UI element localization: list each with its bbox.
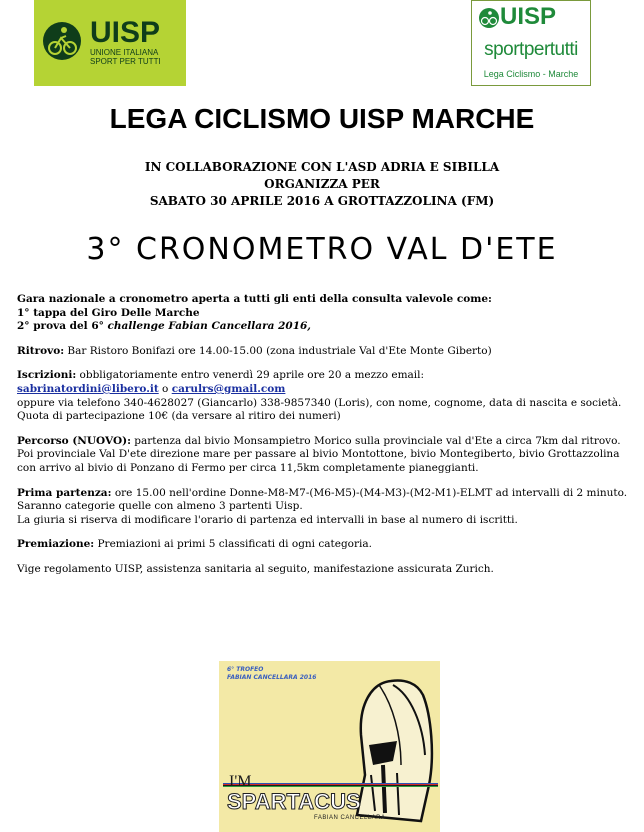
percorso-label: Percorso (NUOVO): [17, 434, 131, 447]
percorso-paragraph [17, 435, 637, 476]
premiazione-paragraph [17, 538, 637, 552]
iscrizioni-text: obbligatoriamente entro venerdì 29 aprile ore 20 a mezzo email: [76, 369, 425, 382]
partenza-paragraph [17, 487, 637, 528]
intro-line-3-prefix: 2° prova del 6° [17, 320, 108, 333]
partenza-line-2: Saranno categorie quelle con almeno 3 partenti Uisp. [17, 500, 303, 513]
collaboration-block [0, 159, 644, 210]
rainbow-stripes [223, 783, 438, 787]
logo-right-lega: Lega Ciclismo - Marche [483, 69, 579, 79]
collab-line-3: SABATO 30 APRILE 2016 A GROTTAZZOLINA (FM) [149, 194, 495, 208]
email-separator: o [158, 382, 172, 395]
event-details [17, 293, 637, 588]
logo-left-line1: UNIONE ITALIANA [90, 48, 159, 57]
cyclist-icon [42, 20, 82, 62]
iscrizioni-quota: Quota di partecipazione 10€ (da versare al ritiro dei numeri) [17, 410, 341, 423]
logo-right-brand: UISP [500, 3, 557, 30]
intro-line-2: 1° tappa del Giro Delle Marche [17, 306, 200, 319]
collab-line-1: IN COLLABORAZIONE CON L'ASD ADRIA E SIBILLA [144, 160, 500, 174]
partenza-text: ore 15.00 nell'ordine Donne-M8-M7-(M6-M5)-(M4-M3)-(M2-M1)-ELMT ad intervalli di 2 minuto. [111, 486, 628, 499]
logo-left-brand: UISP [90, 16, 161, 49]
intro-paragraph [17, 293, 637, 334]
spartacus-poster [219, 661, 440, 832]
premiazione-text: Premiazioni ai primi 5 classificati di ogni categoria. [94, 538, 372, 551]
poster-line-1: 6° TROFEO [227, 666, 264, 673]
page-title: LEGA CICLISMO UISP MARCHE [109, 103, 535, 134]
percorso-text: partenza dal bivio Monsampietro Morico sulla provinciale val d'Ete a circa 7km dal ritrovo. Poi provinciale Val D'ete direzione mare per passare al bivio Montottone, bivio Montegiberto, bivio Grottazzolina con arrivo al bivio di Ponzano di Fermo per circa 11,5km completamente pianeggianti. [17, 434, 621, 474]
ritrovo-label: Ritrovo: [17, 344, 65, 357]
partenza-line-3: La giuria si riserva di modificare l'orario di partenza ed intervalli in base al numero di iscritti. [17, 513, 518, 526]
partenza-label: Prima partenza: [17, 486, 112, 499]
logo-right-slogan: sportpertutti [484, 39, 578, 60]
iscrizioni-paragraph [17, 369, 637, 423]
uisp-logo-right [471, 0, 591, 86]
intro-line-3-italic: challenge Fabian Cancellara 2016, [107, 320, 311, 333]
poster-sub: FABIAN CANCELLARA [314, 815, 386, 821]
logo-left-line2: SPORT PER TUTTI [90, 57, 161, 66]
poster-heading [227, 666, 316, 682]
race-title: 3° CRONOMETRO VAL D'ETE [86, 232, 558, 267]
iscrizioni-phone: oppure via telefono 340-4628027 (Giancarlo) 338-9857340 (Loris), con nome, cognome, data di nascita e società. [17, 396, 622, 409]
email-link-2[interactable]: carulrs@gmail.com [171, 382, 286, 395]
collab-line-2: ORGANIZZA PER [264, 177, 380, 191]
uisp-emblem-icon [478, 7, 500, 29]
intro-line-1: Gara nazionale a cronometro aperta a tutti gli enti della consulta valevole come: [17, 293, 492, 305]
uisp-logo-left [34, 0, 186, 86]
ritrovo-paragraph [17, 345, 637, 359]
premiazione-label: Premiazione: [17, 538, 95, 551]
poster-name: SPARTACUS [227, 789, 361, 814]
email-link-1[interactable]: sabrinatordini@libero.it [17, 382, 159, 395]
footer-note: Vige regolamento UISP, assistenza sanitaria al seguito, manifestazione assicurata Zurich. [17, 562, 494, 575]
iscrizioni-label: Iscrizioni: [17, 369, 77, 382]
poster-im: I'M [229, 773, 252, 790]
poster-line-2: FABIAN CANCELLARA 2016 [227, 674, 317, 681]
ritrovo-text: Bar Ristoro Bonifazi ore 14.00-15.00 (zona industriale Val d'Ete Monte Giberto) [64, 344, 492, 357]
